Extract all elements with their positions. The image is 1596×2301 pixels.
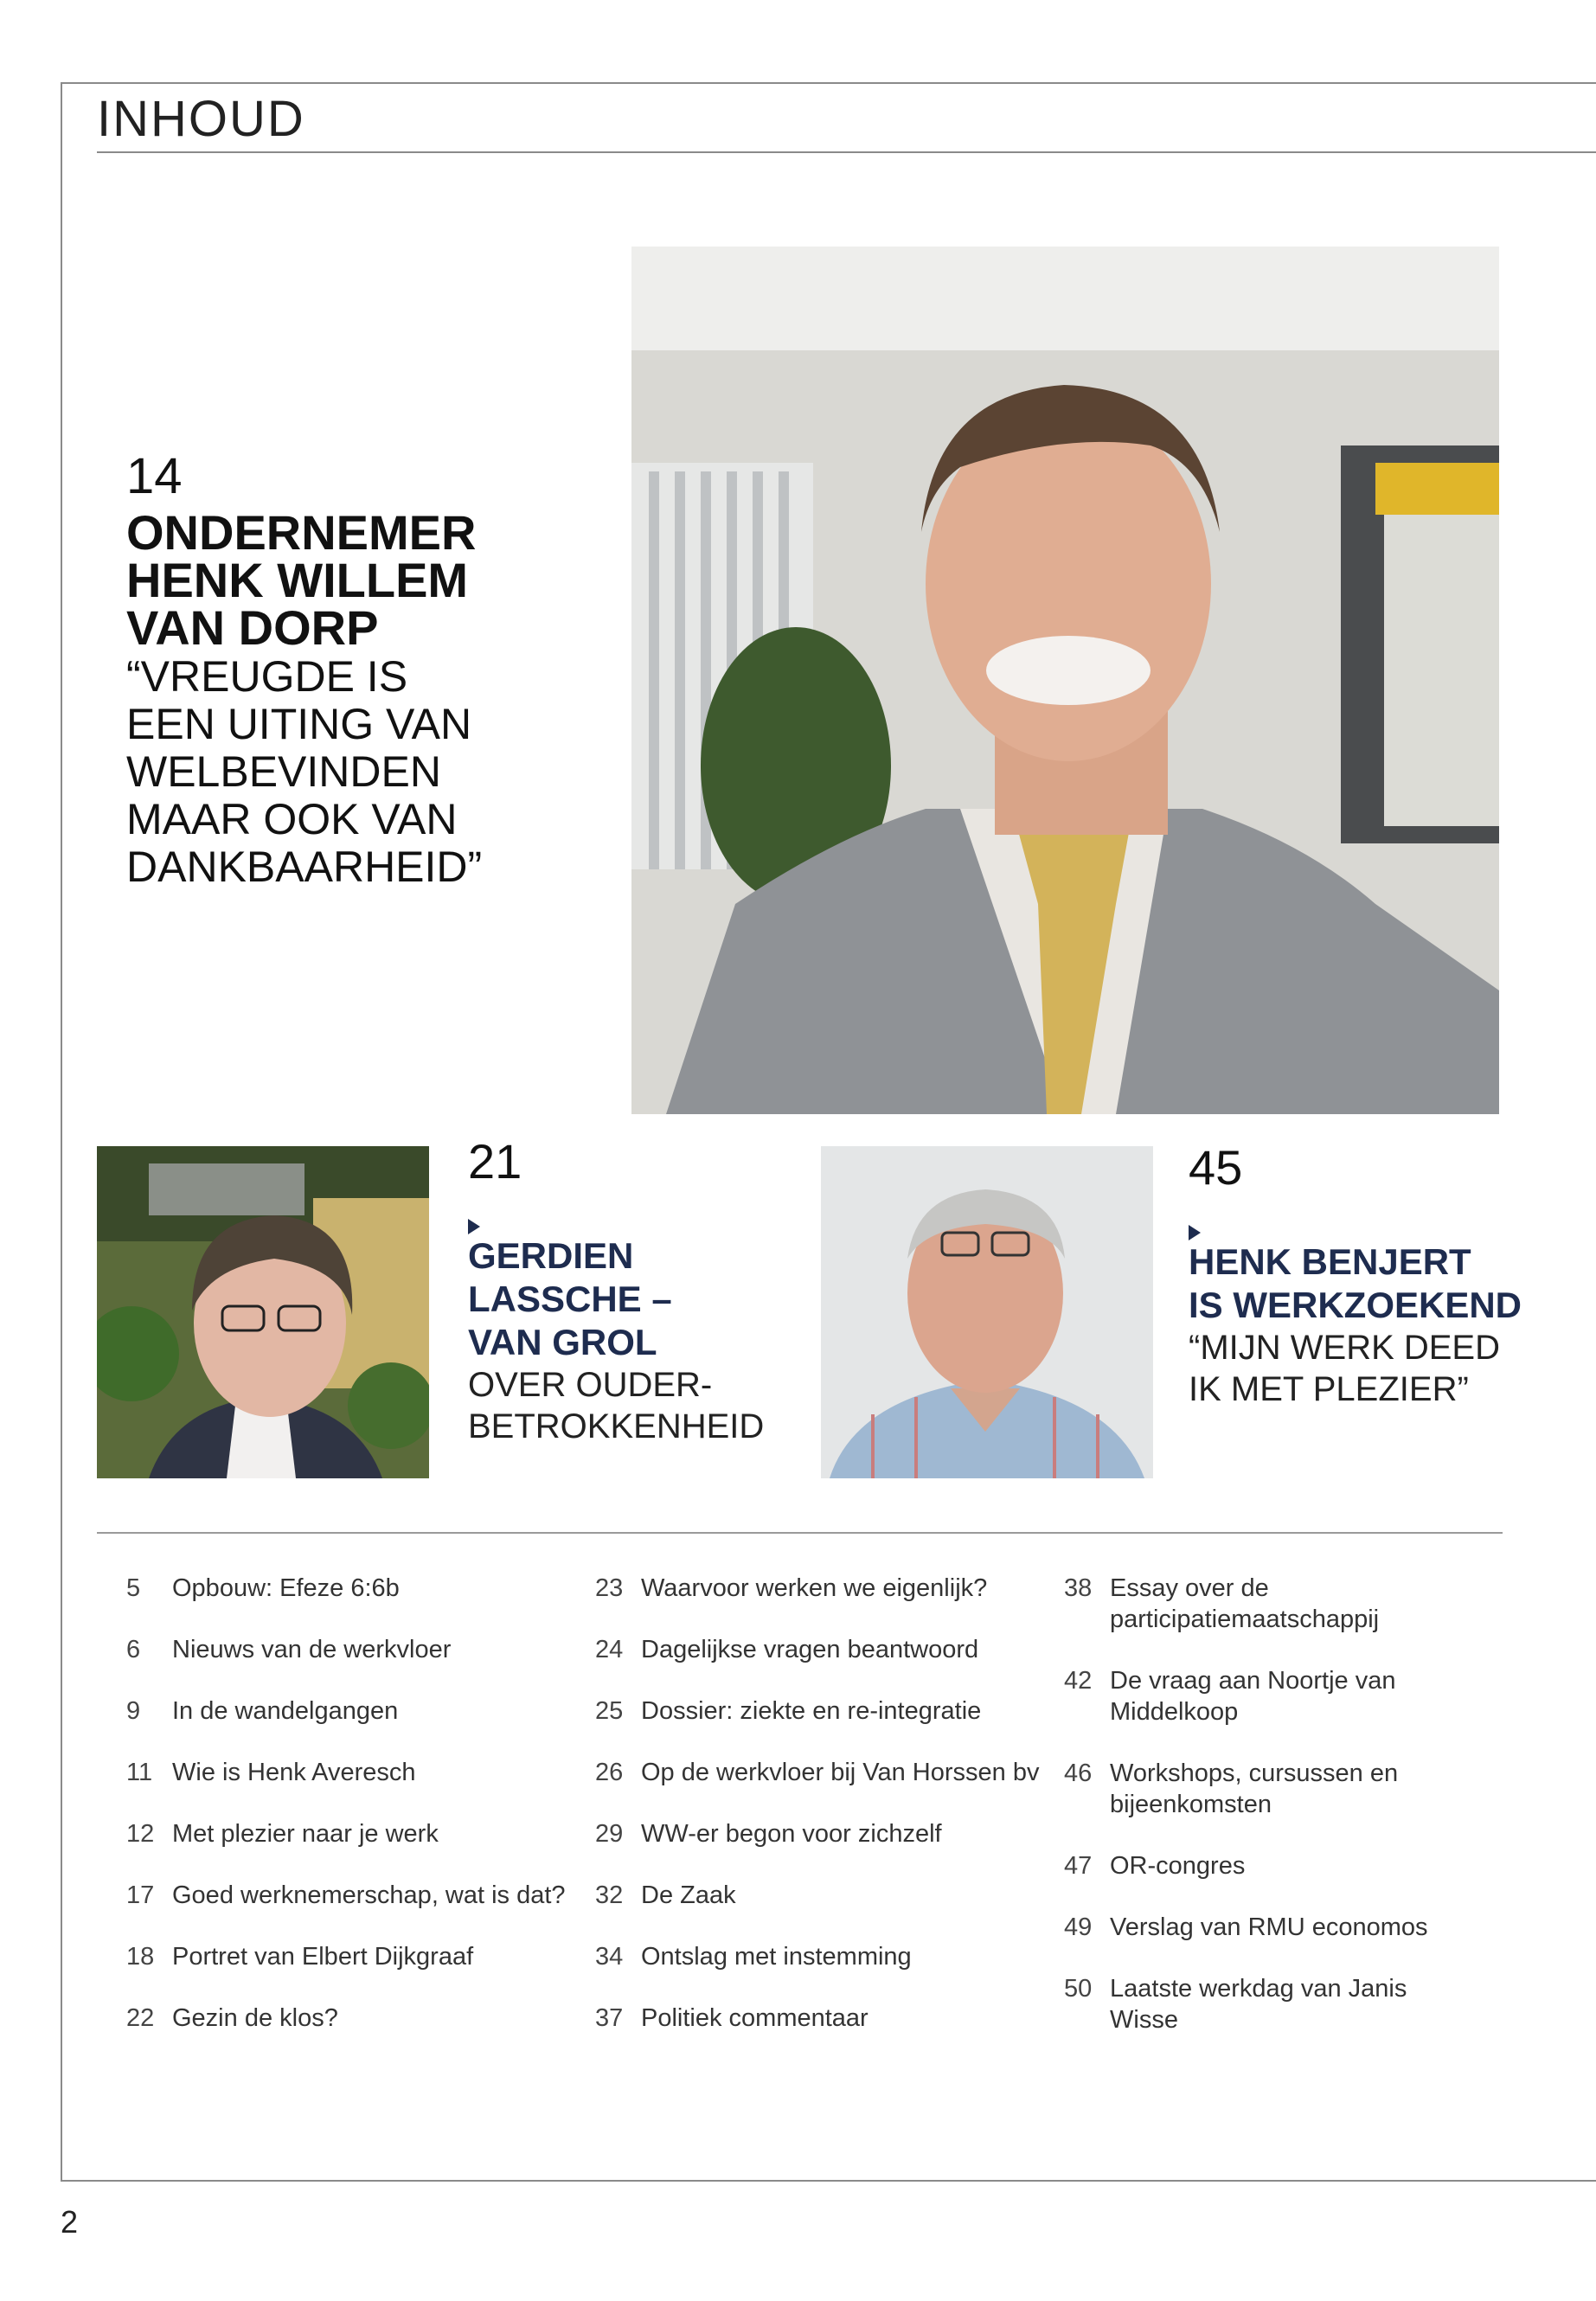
toc-entry[interactable] [595, 2003, 1045, 2034]
toc-title: OR-congres [1110, 1852, 1246, 1880]
feature-right-headline-line [1189, 1225, 1578, 1284]
toc-entry[interactable] [1064, 1912, 1471, 1943]
toc-page: 26 [595, 1759, 624, 1786]
main-portrait-photo [631, 247, 1499, 1114]
toc-title: Laatste werkdag van Janis Wisse [1110, 1975, 1407, 2034]
toc-page: 47 [1064, 1852, 1093, 1880]
toc-entry[interactable] [126, 1695, 576, 1727]
right-portrait-photo [821, 1146, 1153, 1478]
toc-title: Workshops, cursussen en bijeenkomsten [1110, 1759, 1399, 1818]
toc-page: 49 [1064, 1913, 1093, 1941]
toc-entry[interactable] [126, 1880, 576, 1911]
toc-title: Wie is Henk Averesch [172, 1759, 416, 1786]
toc-title: Gezin de klos? [172, 2004, 338, 2032]
toc-page: 32 [595, 1881, 624, 1909]
toc-column-2 [595, 1573, 1045, 2064]
feature-left-text [468, 1136, 831, 1447]
toc-title: De Zaak [641, 1881, 736, 1909]
toc-page: 25 [595, 1697, 624, 1725]
feature-right-sub [1189, 1327, 1578, 1410]
feature-main-quote [126, 653, 611, 891]
headline-text: GERDIEN [468, 1235, 634, 1276]
toc-entry[interactable] [126, 2003, 576, 2034]
feature-main-page-number: 14 [126, 448, 183, 504]
feature-right-sub-line: “MIJN WERK DEED [1189, 1329, 1500, 1367]
left-portrait-photo [97, 1146, 429, 1478]
toc-title: Nieuws van de werkvloer [172, 1636, 452, 1663]
feature-left-sub [468, 1364, 831, 1447]
toc-entry[interactable] [1064, 1573, 1471, 1635]
toc-column-1 [126, 1573, 576, 2064]
toc-title: Opbouw: Efeze 6:6b [172, 1574, 400, 1602]
feature-left-sub-line: OVER OUDER- [468, 1366, 713, 1404]
toc-entry[interactable] [595, 1941, 1045, 1972]
toc-entry[interactable] [1064, 1850, 1471, 1881]
page-number: 2 [61, 2204, 79, 2240]
play-arrow-icon [468, 1219, 480, 1234]
feature-right-headline[interactable] [1189, 1225, 1578, 1327]
toc-page: 46 [1064, 1759, 1093, 1787]
toc-page: 11 [126, 1759, 153, 1786]
toc-title: In de wandelgangen [172, 1697, 399, 1725]
toc-title: Goed werknemerschap, wat is dat? [172, 1881, 566, 1909]
feature-main-headline[interactable] [126, 505, 611, 655]
toc-page: 9 [126, 1697, 141, 1725]
feature-main-quote-line: “VREUGDE IS [126, 652, 408, 701]
toc-title: Essay over de participatiemaatschappij [1110, 1574, 1380, 1633]
toc-entry[interactable] [595, 1634, 1045, 1665]
title-divider [97, 151, 1596, 153]
feature-right-text [1189, 1142, 1578, 1410]
toc-title: WW-er begon voor zichzelf [641, 1820, 942, 1848]
toc-title: Dossier: ziekte en re-integratie [641, 1697, 982, 1725]
feature-left-page-number: 21 [468, 1134, 522, 1189]
feature-main-quote-line: MAAR OOK VAN [126, 795, 458, 843]
toc-entry[interactable] [595, 1757, 1045, 1788]
toc-title: Portret van Elbert Dijkgraaf [172, 1943, 474, 1971]
toc-entry[interactable] [1064, 1973, 1471, 2035]
toc-entry[interactable] [595, 1695, 1045, 1727]
frame-bottom-line [61, 2180, 1596, 2182]
feature-main-headline-line: ONDERNEMER [126, 505, 477, 560]
feature-right-headline-line: IS WERKZOEKEND [1189, 1285, 1522, 1325]
toc-page: 5 [126, 1574, 141, 1602]
feature-main-quote-line: DANKBAARHEID” [126, 843, 483, 891]
toc-entry[interactable] [595, 1573, 1045, 1604]
toc-title: Ontslag met instemming [641, 1943, 912, 1971]
toc-entry[interactable] [126, 1634, 576, 1665]
toc-title: Politiek commentaar [641, 2004, 869, 2032]
toc-page: 42 [1064, 1667, 1093, 1695]
toc-entry[interactable] [595, 1818, 1045, 1849]
feature-left-headline[interactable] [468, 1219, 831, 1364]
feature-left-headline-line: VAN GROL [468, 1322, 657, 1362]
feature-main-headline-line: VAN DORP [126, 600, 379, 655]
toc-page: 22 [126, 2004, 155, 2032]
toc-entry[interactable] [126, 1573, 576, 1604]
toc-page: 17 [126, 1881, 155, 1909]
feature-left-headline-line: LASSCHE – [468, 1279, 672, 1319]
toc-title: Verslag van RMU economos [1110, 1913, 1428, 1941]
frame-left-line [61, 83, 62, 2182]
toc-page: 34 [595, 1943, 624, 1971]
toc-entry[interactable] [126, 1941, 576, 1972]
toc-page: 18 [126, 1943, 155, 1971]
toc-page: 37 [595, 2004, 624, 2032]
toc-title: Waarvoor werken we eigenlijk? [641, 1574, 988, 1602]
toc-page: 38 [1064, 1574, 1093, 1602]
toc-page: 6 [126, 1636, 141, 1663]
feature-main-text [126, 450, 611, 891]
toc-page: 23 [595, 1574, 624, 1602]
feature-right-page-number: 45 [1189, 1140, 1243, 1195]
feature-left-headline-line [468, 1219, 831, 1278]
toc-entry[interactable] [126, 1818, 576, 1849]
toc-entry[interactable] [126, 1757, 576, 1788]
headline-text: HENK BENJERT [1189, 1241, 1471, 1282]
toc-page: 50 [1064, 1975, 1093, 2003]
toc-title: Met plezier naar je werk [172, 1820, 439, 1848]
toc-page: 24 [595, 1636, 624, 1663]
toc-entry[interactable] [1064, 1665, 1471, 1727]
toc-entry[interactable] [595, 1880, 1045, 1911]
toc-entry[interactable] [1064, 1758, 1471, 1820]
toc-title: De vraag aan Noortje van Middelkoop [1110, 1667, 1396, 1726]
feature-main-quote-line: WELBEVINDEN [126, 747, 441, 796]
section-title: INHOUD [97, 91, 305, 147]
feature-right-sub-line: IK MET PLEZIER” [1189, 1370, 1469, 1408]
toc-page: 12 [126, 1820, 155, 1848]
frame-top-line [61, 82, 1596, 84]
feature-main-quote-line: EEN UITING VAN [126, 700, 472, 748]
toc-page: 29 [595, 1820, 624, 1848]
feature-main-headline-line: HENK WILLEM [126, 553, 469, 607]
play-arrow-icon [1189, 1225, 1201, 1240]
feature-left-sub-line: BETROKKENHEID [468, 1407, 765, 1445]
toc-title: Dagelijkse vragen beantwoord [641, 1636, 979, 1663]
toc-title: Op de werkvloer bij Van Horssen bv [641, 1759, 1040, 1786]
toc-divider [97, 1532, 1503, 1534]
toc-column-3 [1064, 1573, 1471, 2066]
